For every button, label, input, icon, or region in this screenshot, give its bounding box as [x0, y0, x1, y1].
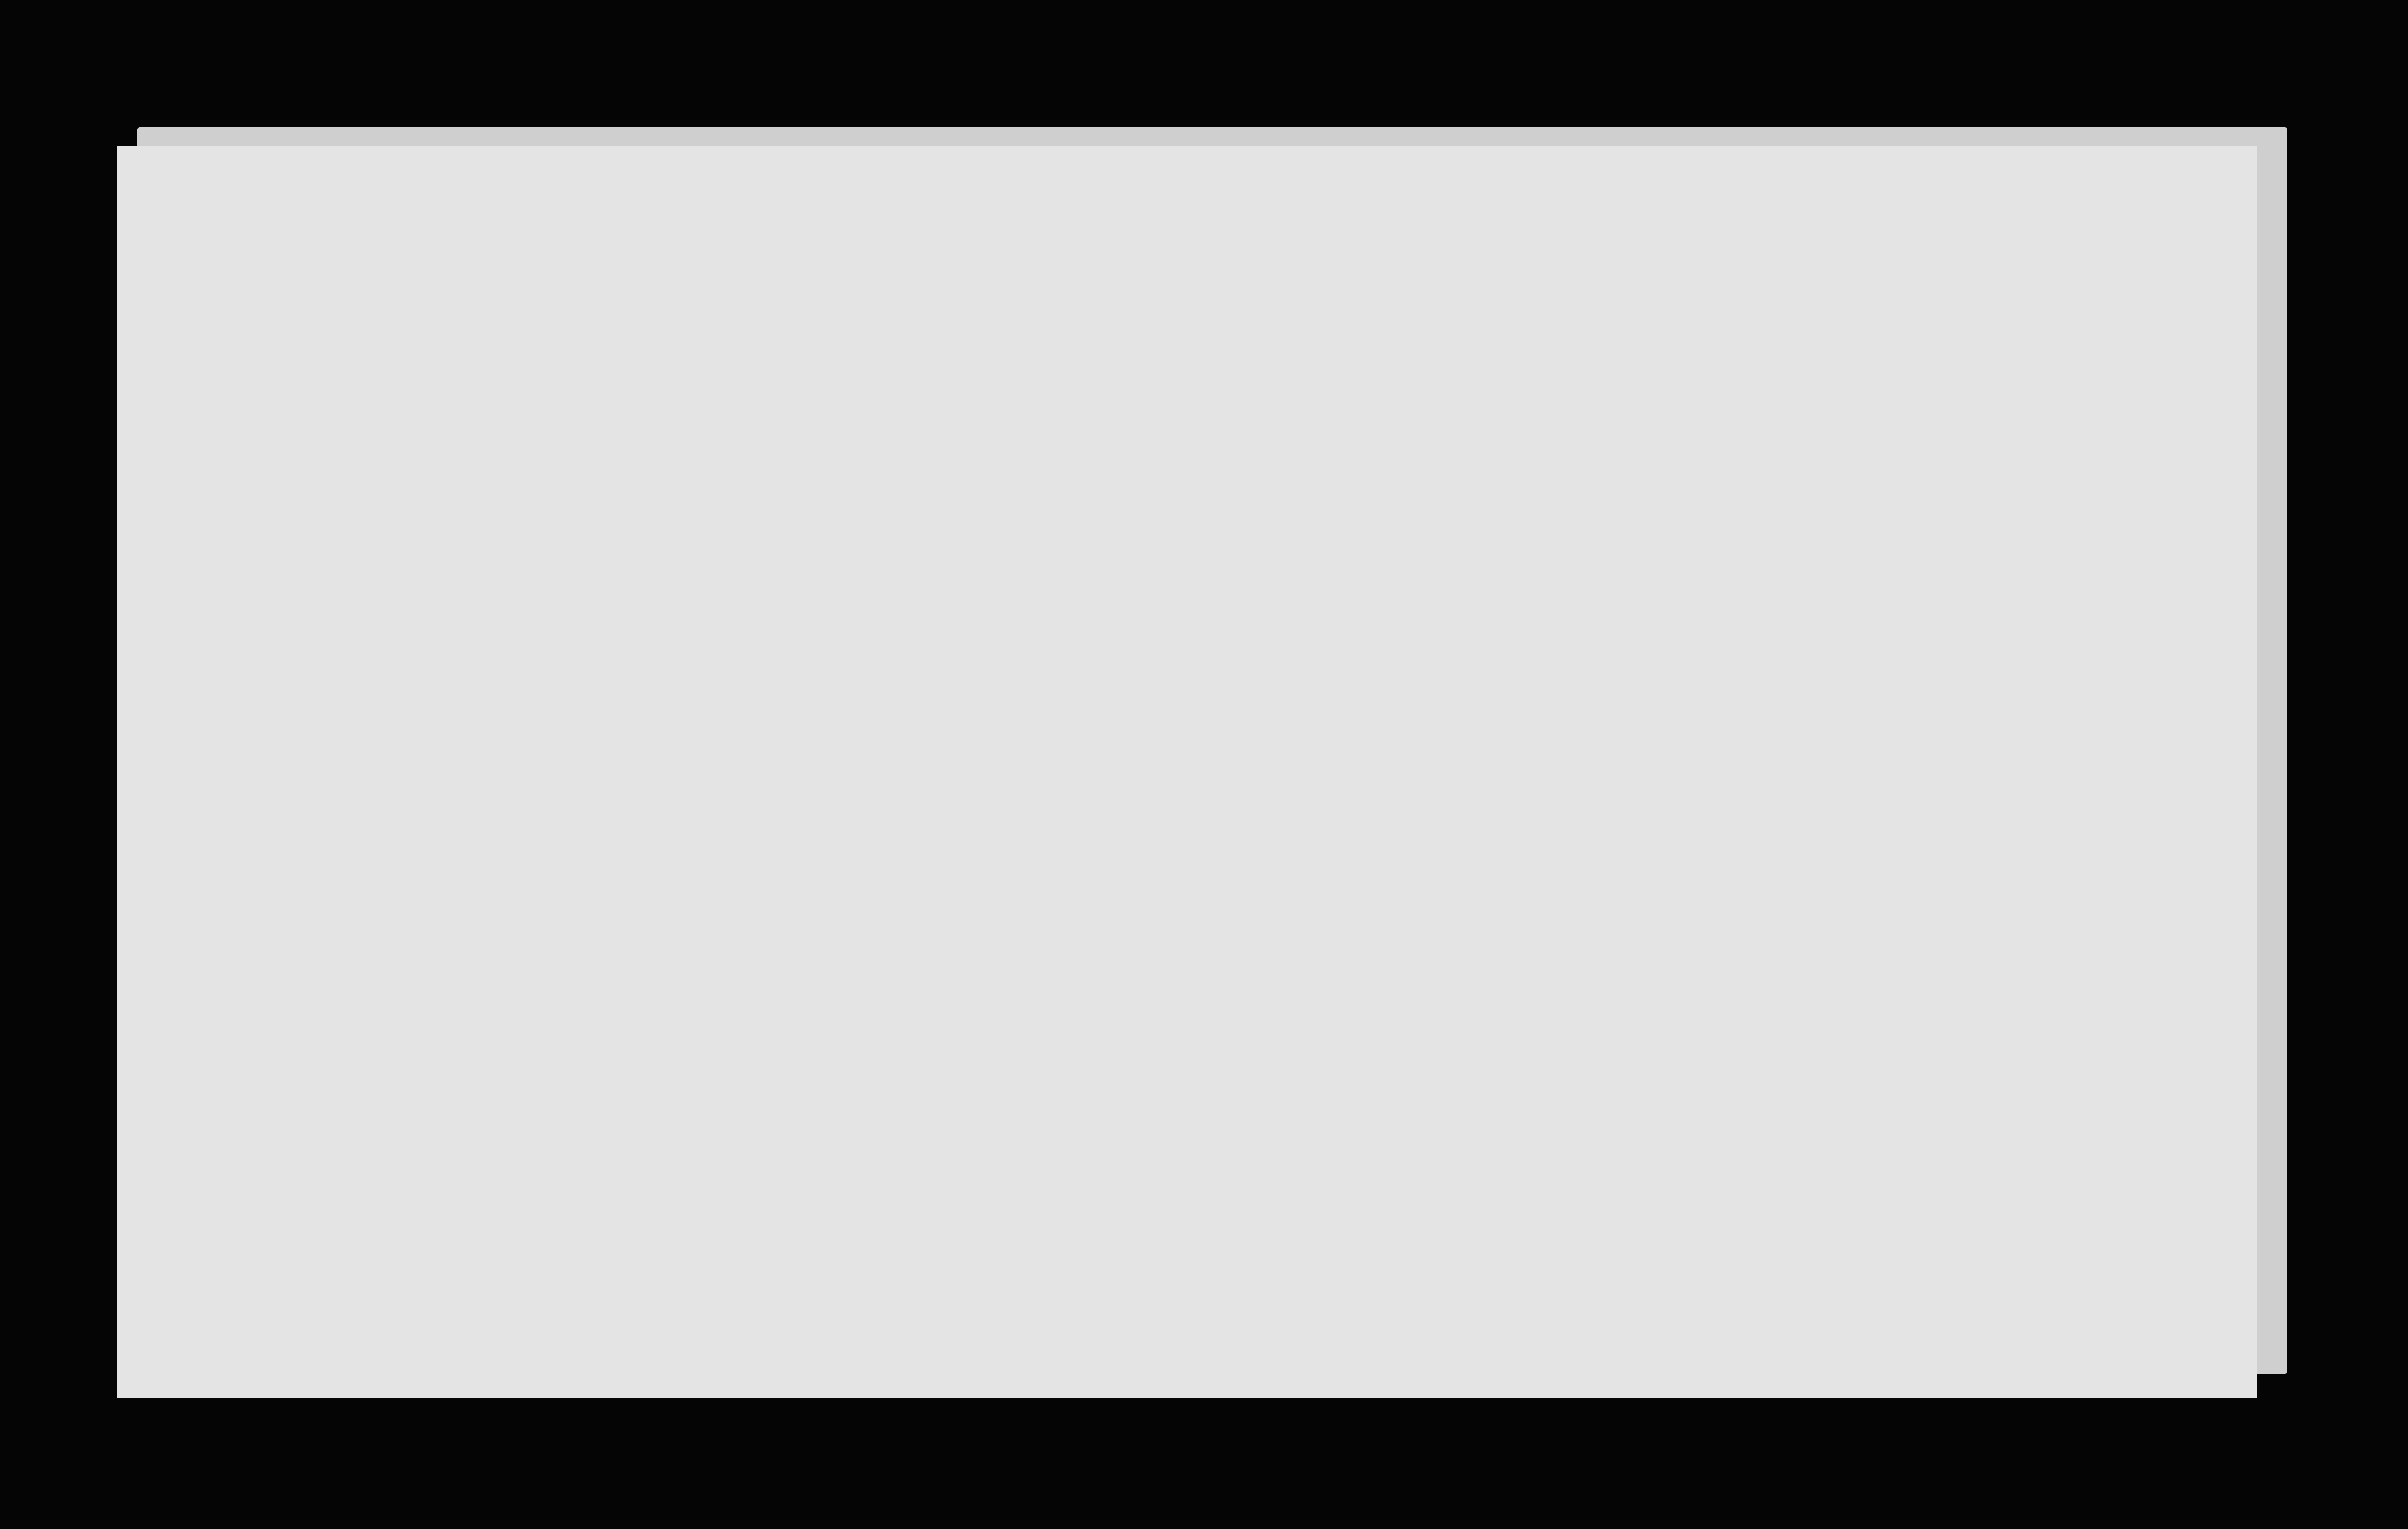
census-card: [117, 146, 2257, 1398]
